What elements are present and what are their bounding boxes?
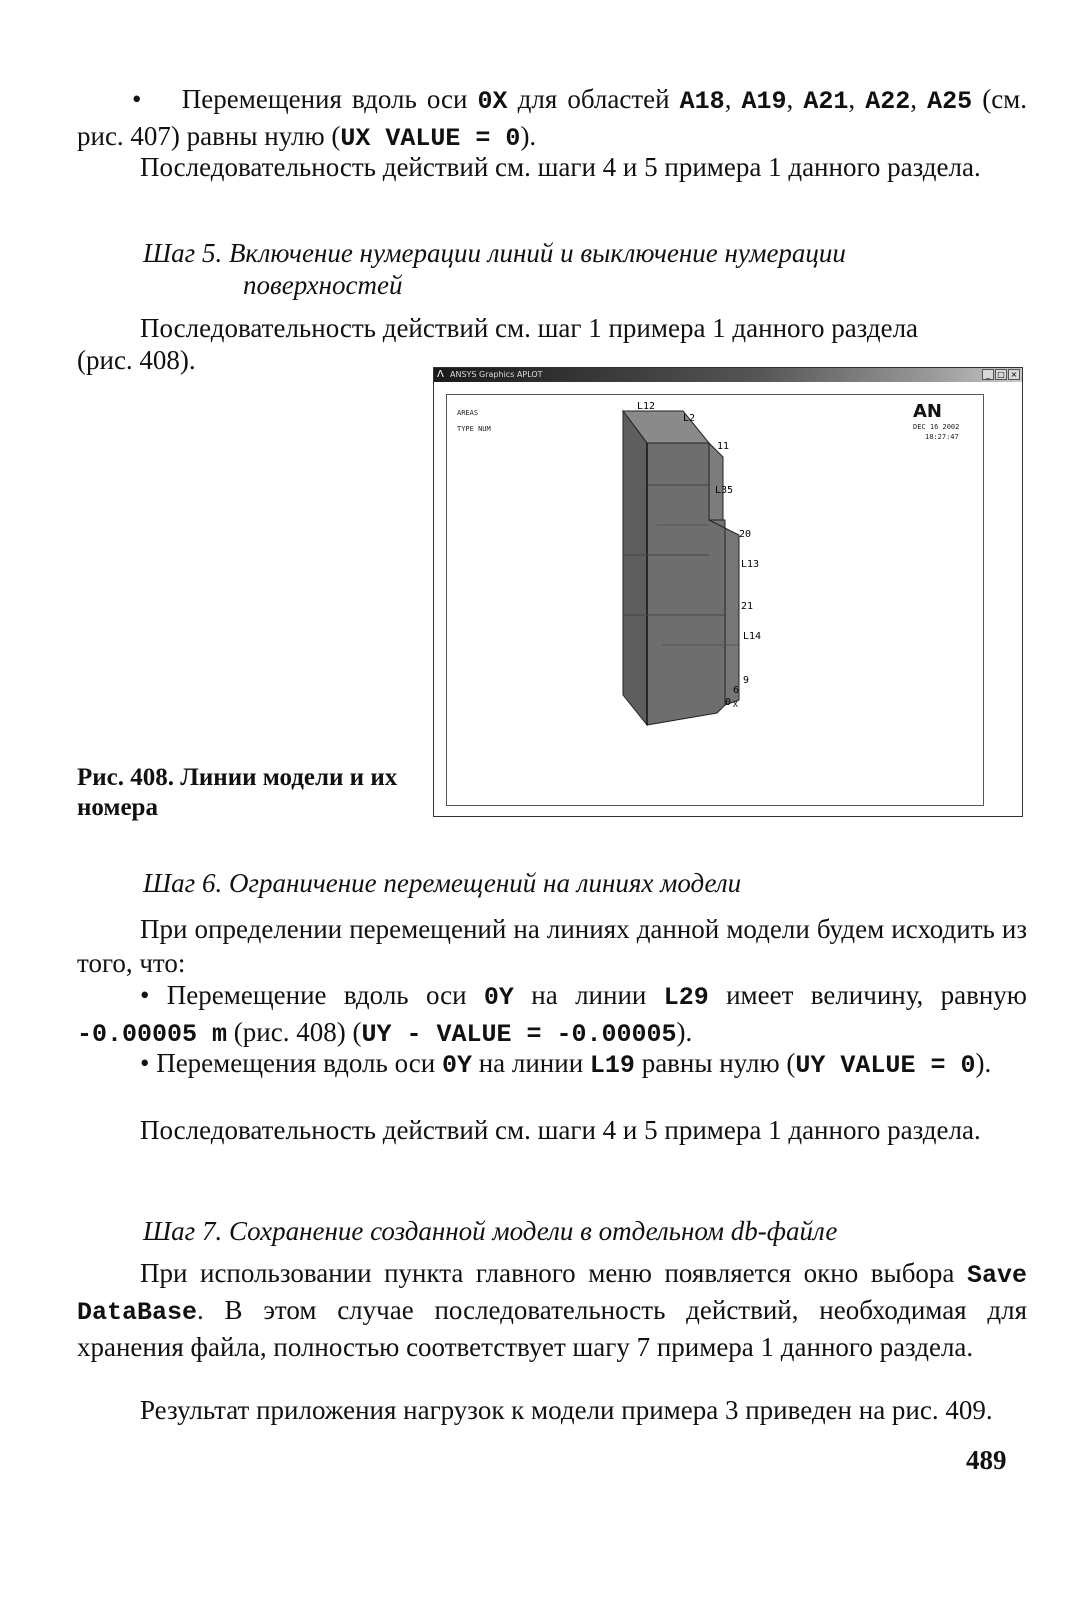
step6-heading: Шаг 6. Ограничение перемещений на линиях модели bbox=[143, 868, 742, 898]
line-label-l12: L12 bbox=[637, 401, 656, 412]
uy-value-code: UY - VALUE = -0.00005 bbox=[361, 1020, 677, 1049]
paragraph-sequence-2-line1: Последовательность действий см. шаг 1 примера 1 данного раздела bbox=[140, 313, 919, 343]
line-l19: L19 bbox=[589, 1051, 635, 1080]
paragraph-save-database bbox=[77, 1256, 1027, 1364]
axis-code: 0X bbox=[477, 87, 508, 116]
window-title: ANSYS Graphics APLOT bbox=[450, 370, 543, 379]
area-a22: A22 bbox=[865, 87, 911, 116]
displacement-value: -0.00005 m bbox=[77, 1020, 228, 1049]
paragraph-sequence-2-line2: (рис. 408). bbox=[77, 345, 196, 375]
paragraph-result: Результат приложения нагрузок к модели примера 3 приведен на рис. 409. bbox=[140, 1395, 993, 1425]
close-icon[interactable]: × bbox=[1008, 369, 1020, 380]
text: для областей bbox=[507, 84, 680, 114]
text: (см. рис. 407) равны нулю ( bbox=[77, 84, 1028, 151]
text: (рис. 408) ( bbox=[227, 1017, 362, 1047]
model-front-face bbox=[623, 411, 647, 725]
text: имеет величину, равную bbox=[708, 980, 1027, 1010]
line-label-0: 0 bbox=[725, 697, 732, 708]
model-lines-plot bbox=[447, 395, 983, 805]
line-label-11: 11 bbox=[717, 441, 730, 452]
text: При использовании пункта главного меню появляется окно выбора bbox=[140, 1258, 967, 1288]
text: • Перемещения вдоль оси bbox=[140, 1048, 442, 1078]
plot-date: DEC 16 2002 bbox=[913, 423, 960, 431]
figure-caption: Рис. 408. Линии модели и их номера bbox=[77, 764, 398, 821]
area-a18: A18 bbox=[679, 87, 725, 116]
line-label-l35: L35 bbox=[715, 485, 734, 496]
plot-time: 18:27:47 bbox=[925, 433, 959, 441]
text: . В этом случае последовательность действий, необходимая для хранения файла, полностью соответствует шагу 7 примера 1 данного раздела. bbox=[77, 1295, 1027, 1362]
label-type-num: TYPE NUM bbox=[457, 425, 491, 433]
text: , bbox=[848, 84, 866, 114]
text: , bbox=[724, 84, 742, 114]
maximize-icon[interactable]: □ bbox=[995, 369, 1007, 380]
axis-code: 0Y bbox=[441, 1051, 472, 1080]
text: на линии bbox=[513, 980, 664, 1010]
line-label-l13: L13 bbox=[741, 559, 760, 570]
line-label-l14: L14 bbox=[743, 631, 762, 642]
paragraph-definition: При определении перемещений на линиях данной модели будем исходить из того, что: bbox=[77, 914, 1027, 978]
step5-heading-line2: поверхностей bbox=[243, 270, 403, 300]
text: равны нулю ( bbox=[634, 1048, 796, 1078]
window-titlebar bbox=[434, 368, 1022, 382]
model-step-face bbox=[709, 443, 723, 520]
bullet-areas-ux bbox=[77, 82, 1027, 156]
line-label-6: 6 bbox=[733, 685, 740, 696]
graphics-area bbox=[446, 394, 984, 806]
bullet-l19 bbox=[77, 1046, 1027, 1083]
area-a21: A21 bbox=[803, 87, 849, 116]
text: ). bbox=[520, 121, 537, 151]
text: • Перемещение вдоль оси bbox=[140, 980, 484, 1010]
text: ). bbox=[676, 1017, 693, 1047]
axis-code: 0Y bbox=[483, 983, 514, 1012]
step5-heading-line1: Шаг 5. Включение нумерации линий и выключение нумерации bbox=[143, 238, 846, 268]
save-database-code: Save DataBase bbox=[77, 1261, 1027, 1327]
ux-value-code: UX VALUE = 0 bbox=[340, 124, 521, 153]
axis-label-x: X bbox=[733, 700, 738, 709]
bullet-l29 bbox=[77, 978, 1027, 1052]
area-a25: A25 bbox=[927, 87, 973, 116]
text: ). bbox=[975, 1048, 992, 1078]
bullet-marker: • bbox=[132, 84, 142, 114]
text: , bbox=[910, 84, 918, 114]
line-label-9: 9 bbox=[743, 675, 750, 686]
text: на линии bbox=[471, 1048, 590, 1078]
line-l29: L29 bbox=[663, 983, 709, 1012]
paragraph-sequence-1: Последовательность действий см. шаги 4 и 5 примера 1 данного раздела. bbox=[140, 152, 981, 182]
area-a19: A19 bbox=[741, 87, 787, 116]
text: , bbox=[786, 84, 804, 114]
text: Перемещения вдоль оси bbox=[181, 84, 478, 114]
step7-heading: Шаг 7. Сохранение созданной модели в отдельном db-файле bbox=[143, 1216, 838, 1246]
uy-value-code: UY VALUE = 0 bbox=[795, 1051, 976, 1080]
page-number: 489 bbox=[966, 1445, 1007, 1475]
minimize-icon[interactable]: _ bbox=[982, 369, 994, 380]
window-controls bbox=[982, 369, 1020, 380]
line-label-l2: L2 bbox=[683, 413, 696, 424]
ansys-logo: AN bbox=[913, 401, 942, 422]
label-areas: AREAS bbox=[457, 409, 479, 417]
ansys-app-icon: Λ bbox=[437, 369, 444, 380]
ansys-graphics-window bbox=[433, 367, 1023, 817]
line-label-20: 20 bbox=[739, 529, 752, 540]
paragraph-sequence-3: Последовательность действий см. шаги 4 и 5 примера 1 данного раздела. bbox=[140, 1115, 981, 1145]
line-label-21: 21 bbox=[741, 601, 754, 612]
